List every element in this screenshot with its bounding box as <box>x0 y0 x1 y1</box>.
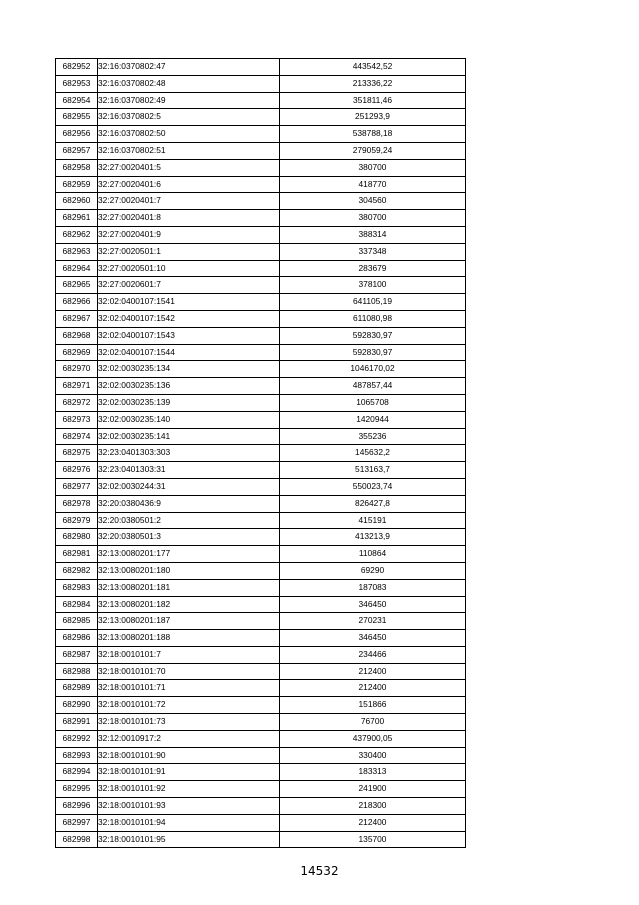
value-cell: 380700 <box>280 210 466 227</box>
row-id-cell: 682956 <box>56 126 98 143</box>
table-row <box>56 714 466 731</box>
value-cell: 218300 <box>280 798 466 815</box>
row-id-cell: 682957 <box>56 142 98 159</box>
cadastral-number-cell: 32:20:0380501:3 <box>98 529 280 546</box>
table-row <box>56 462 466 479</box>
cadastral-number-cell: 32:20:0380436:9 <box>98 495 280 512</box>
cadastral-number-cell: 32:16:0370802:48 <box>98 75 280 92</box>
table-row <box>56 59 466 76</box>
table-row <box>56 361 466 378</box>
value-cell: 826427,8 <box>280 495 466 512</box>
value-cell: 304560 <box>280 193 466 210</box>
value-cell: 213336,22 <box>280 75 466 92</box>
table-row <box>56 613 466 630</box>
value-cell: 437900,05 <box>280 730 466 747</box>
table-row <box>56 781 466 798</box>
row-id-cell: 682973 <box>56 411 98 428</box>
row-id-cell: 682985 <box>56 613 98 630</box>
row-id-cell: 682978 <box>56 495 98 512</box>
table-row <box>56 798 466 815</box>
row-id-cell: 682967 <box>56 310 98 327</box>
value-cell: 418770 <box>280 176 466 193</box>
value-cell: 443542,52 <box>280 59 466 76</box>
cadastral-number-cell: 32:16:0370802:50 <box>98 126 280 143</box>
cadastral-number-cell: 32:27:0020401:5 <box>98 159 280 176</box>
cadastral-number-cell: 32:02:0030244:31 <box>98 478 280 495</box>
table-row <box>56 75 466 92</box>
value-cell: 135700 <box>280 831 466 848</box>
row-id-cell: 682963 <box>56 243 98 260</box>
row-id-cell: 682987 <box>56 646 98 663</box>
table-row <box>56 562 466 579</box>
table-row <box>56 529 466 546</box>
value-cell: 1065708 <box>280 394 466 411</box>
value-cell: 251293,9 <box>280 109 466 126</box>
row-id-cell: 682998 <box>56 831 98 848</box>
table-row <box>56 210 466 227</box>
value-cell: 145632,2 <box>280 445 466 462</box>
value-cell: 346450 <box>280 596 466 613</box>
table-row <box>56 277 466 294</box>
table-row <box>56 193 466 210</box>
row-id-cell: 682977 <box>56 478 98 495</box>
cadastral-number-cell: 32:27:0020401:7 <box>98 193 280 210</box>
row-id-cell: 682996 <box>56 798 98 815</box>
cadastral-number-cell: 32:13:0080201:177 <box>98 546 280 563</box>
value-cell: 641105,19 <box>280 294 466 311</box>
table-row <box>56 243 466 260</box>
table-row <box>56 680 466 697</box>
value-cell: 241900 <box>280 781 466 798</box>
value-cell: 388314 <box>280 226 466 243</box>
value-cell: 611080,98 <box>280 310 466 327</box>
page-number: 14532 <box>300 864 339 878</box>
table-row <box>56 546 466 563</box>
value-cell: 151866 <box>280 697 466 714</box>
cadastral-number-cell: 32:02:0400107:1543 <box>98 327 280 344</box>
cadastral-number-cell: 32:16:0370802:47 <box>98 59 280 76</box>
row-id-cell: 682955 <box>56 109 98 126</box>
table-row <box>56 730 466 747</box>
row-id-cell: 682995 <box>56 781 98 798</box>
table-row <box>56 394 466 411</box>
row-id-cell: 682981 <box>56 546 98 563</box>
table-row <box>56 512 466 529</box>
table-row <box>56 226 466 243</box>
value-cell: 355236 <box>280 428 466 445</box>
cadastral-number-cell: 32:16:0370802:49 <box>98 92 280 109</box>
cadastral-number-cell: 32:23:0401303:303 <box>98 445 280 462</box>
table-row <box>56 579 466 596</box>
value-cell: 592830,97 <box>280 327 466 344</box>
row-id-cell: 682992 <box>56 730 98 747</box>
cadastral-number-cell: 32:13:0080201:188 <box>98 630 280 647</box>
value-cell: 330400 <box>280 747 466 764</box>
cadastral-number-cell: 32:18:0010101:72 <box>98 697 280 714</box>
value-cell: 1046170,02 <box>280 361 466 378</box>
table-row <box>56 428 466 445</box>
table-row <box>56 814 466 831</box>
value-cell: 538788,18 <box>280 126 466 143</box>
cadastral-number-cell: 32:02:0030235:140 <box>98 411 280 428</box>
row-id-cell: 682989 <box>56 680 98 697</box>
cadastral-number-cell: 32:18:0010101:71 <box>98 680 280 697</box>
row-id-cell: 682979 <box>56 512 98 529</box>
row-id-cell: 682983 <box>56 579 98 596</box>
table-row <box>56 445 466 462</box>
cadastral-number-cell: 32:13:0080201:180 <box>98 562 280 579</box>
table-row <box>56 344 466 361</box>
cadastral-number-cell: 32:27:0020601:7 <box>98 277 280 294</box>
value-cell: 487857,44 <box>280 378 466 395</box>
cadastral-number-cell: 32:02:0030235:134 <box>98 361 280 378</box>
value-cell: 413213,9 <box>280 529 466 546</box>
row-id-cell: 682986 <box>56 630 98 647</box>
cadastral-number-cell: 32:16:0370802:5 <box>98 109 280 126</box>
row-id-cell: 682960 <box>56 193 98 210</box>
row-id-cell: 682990 <box>56 697 98 714</box>
value-cell: 212400 <box>280 680 466 697</box>
cadastral-number-cell: 32:02:0030235:136 <box>98 378 280 395</box>
row-id-cell: 682994 <box>56 764 98 781</box>
value-cell: 234466 <box>280 646 466 663</box>
table-row <box>56 142 466 159</box>
cadastral-number-cell: 32:20:0380501:2 <box>98 512 280 529</box>
table-body <box>56 59 466 848</box>
row-id-cell: 682984 <box>56 596 98 613</box>
row-id-cell: 682965 <box>56 277 98 294</box>
cadastral-number-cell: 32:18:0010101:90 <box>98 747 280 764</box>
value-cell: 378100 <box>280 277 466 294</box>
value-cell: 212400 <box>280 663 466 680</box>
row-id-cell: 682966 <box>56 294 98 311</box>
table-row <box>56 663 466 680</box>
cadastral-number-cell: 32:02:0400107:1541 <box>98 294 280 311</box>
value-cell: 337348 <box>280 243 466 260</box>
cadastral-number-cell: 32:18:0010101:93 <box>98 798 280 815</box>
table-row <box>56 92 466 109</box>
row-id-cell: 682980 <box>56 529 98 546</box>
row-id-cell: 682988 <box>56 663 98 680</box>
cadastral-number-cell: 32:27:0020401:9 <box>98 226 280 243</box>
row-id-cell: 682975 <box>56 445 98 462</box>
row-id-cell: 682953 <box>56 75 98 92</box>
cadastral-number-cell: 32:27:0020501:1 <box>98 243 280 260</box>
value-cell: 279059,24 <box>280 142 466 159</box>
value-cell: 592830,97 <box>280 344 466 361</box>
value-cell: 283679 <box>280 260 466 277</box>
value-cell: 1420944 <box>280 411 466 428</box>
row-id-cell: 682974 <box>56 428 98 445</box>
row-id-cell: 682976 <box>56 462 98 479</box>
table-row <box>56 495 466 512</box>
row-id-cell: 682969 <box>56 344 98 361</box>
table-row <box>56 126 466 143</box>
table-row <box>56 260 466 277</box>
table-row <box>56 109 466 126</box>
value-cell: 351811,46 <box>280 92 466 109</box>
cadastral-number-cell: 32:18:0010101:73 <box>98 714 280 731</box>
table-row <box>56 176 466 193</box>
cadastral-number-cell: 32:16:0370802:51 <box>98 142 280 159</box>
cadastral-number-cell: 32:13:0080201:187 <box>98 613 280 630</box>
cadastral-value-table <box>55 58 466 848</box>
table-row <box>56 630 466 647</box>
value-cell: 187083 <box>280 579 466 596</box>
table-row <box>56 478 466 495</box>
value-cell: 270231 <box>280 613 466 630</box>
table-row <box>56 764 466 781</box>
cadastral-number-cell: 32:02:0030235:141 <box>98 428 280 445</box>
value-cell: 415191 <box>280 512 466 529</box>
cadastral-number-cell: 32:02:0030235:139 <box>98 394 280 411</box>
table-row <box>56 294 466 311</box>
cadastral-number-cell: 32:12:0010917:2 <box>98 730 280 747</box>
cadastral-number-cell: 32:27:0020501:10 <box>98 260 280 277</box>
value-cell: 346450 <box>280 630 466 647</box>
row-id-cell: 682959 <box>56 176 98 193</box>
cadastral-number-cell: 32:13:0080201:181 <box>98 579 280 596</box>
cadastral-number-cell: 32:23:0401303:31 <box>98 462 280 479</box>
row-id-cell: 682982 <box>56 562 98 579</box>
cadastral-number-cell: 32:18:0010101:95 <box>98 831 280 848</box>
row-id-cell: 682958 <box>56 159 98 176</box>
table-row <box>56 831 466 848</box>
cadastral-number-cell: 32:27:0020401:6 <box>98 176 280 193</box>
row-id-cell: 682954 <box>56 92 98 109</box>
table-row <box>56 378 466 395</box>
row-id-cell: 682997 <box>56 814 98 831</box>
value-cell: 513163,7 <box>280 462 466 479</box>
value-cell: 550023,74 <box>280 478 466 495</box>
table-row <box>56 646 466 663</box>
cadastral-number-cell: 32:18:0010101:70 <box>98 663 280 680</box>
row-id-cell: 682993 <box>56 747 98 764</box>
value-cell: 110864 <box>280 546 466 563</box>
row-id-cell: 682961 <box>56 210 98 227</box>
row-id-cell: 682970 <box>56 361 98 378</box>
row-id-cell: 682971 <box>56 378 98 395</box>
cadastral-number-cell: 32:02:0400107:1544 <box>98 344 280 361</box>
cadastral-number-cell: 32:18:0010101:94 <box>98 814 280 831</box>
row-id-cell: 682962 <box>56 226 98 243</box>
table-row <box>56 747 466 764</box>
table-row <box>56 697 466 714</box>
cadastral-number-cell: 32:13:0080201:182 <box>98 596 280 613</box>
value-cell: 183313 <box>280 764 466 781</box>
table-row <box>56 411 466 428</box>
cadastral-number-cell: 32:18:0010101:91 <box>98 764 280 781</box>
value-cell: 69290 <box>280 562 466 579</box>
table-row <box>56 159 466 176</box>
cadastral-number-cell: 32:18:0010101:92 <box>98 781 280 798</box>
table-row <box>56 310 466 327</box>
value-cell: 76700 <box>280 714 466 731</box>
cadastral-number-cell: 32:27:0020401:8 <box>98 210 280 227</box>
table-row <box>56 327 466 344</box>
cadastral-number-cell: 32:18:0010101:7 <box>98 646 280 663</box>
row-id-cell: 682972 <box>56 394 98 411</box>
value-cell: 212400 <box>280 814 466 831</box>
cadastral-number-cell: 32:02:0400107:1542 <box>98 310 280 327</box>
table-row <box>56 596 466 613</box>
row-id-cell: 682964 <box>56 260 98 277</box>
row-id-cell: 682952 <box>56 59 98 76</box>
value-cell: 380700 <box>280 159 466 176</box>
row-id-cell: 682968 <box>56 327 98 344</box>
row-id-cell: 682991 <box>56 714 98 731</box>
